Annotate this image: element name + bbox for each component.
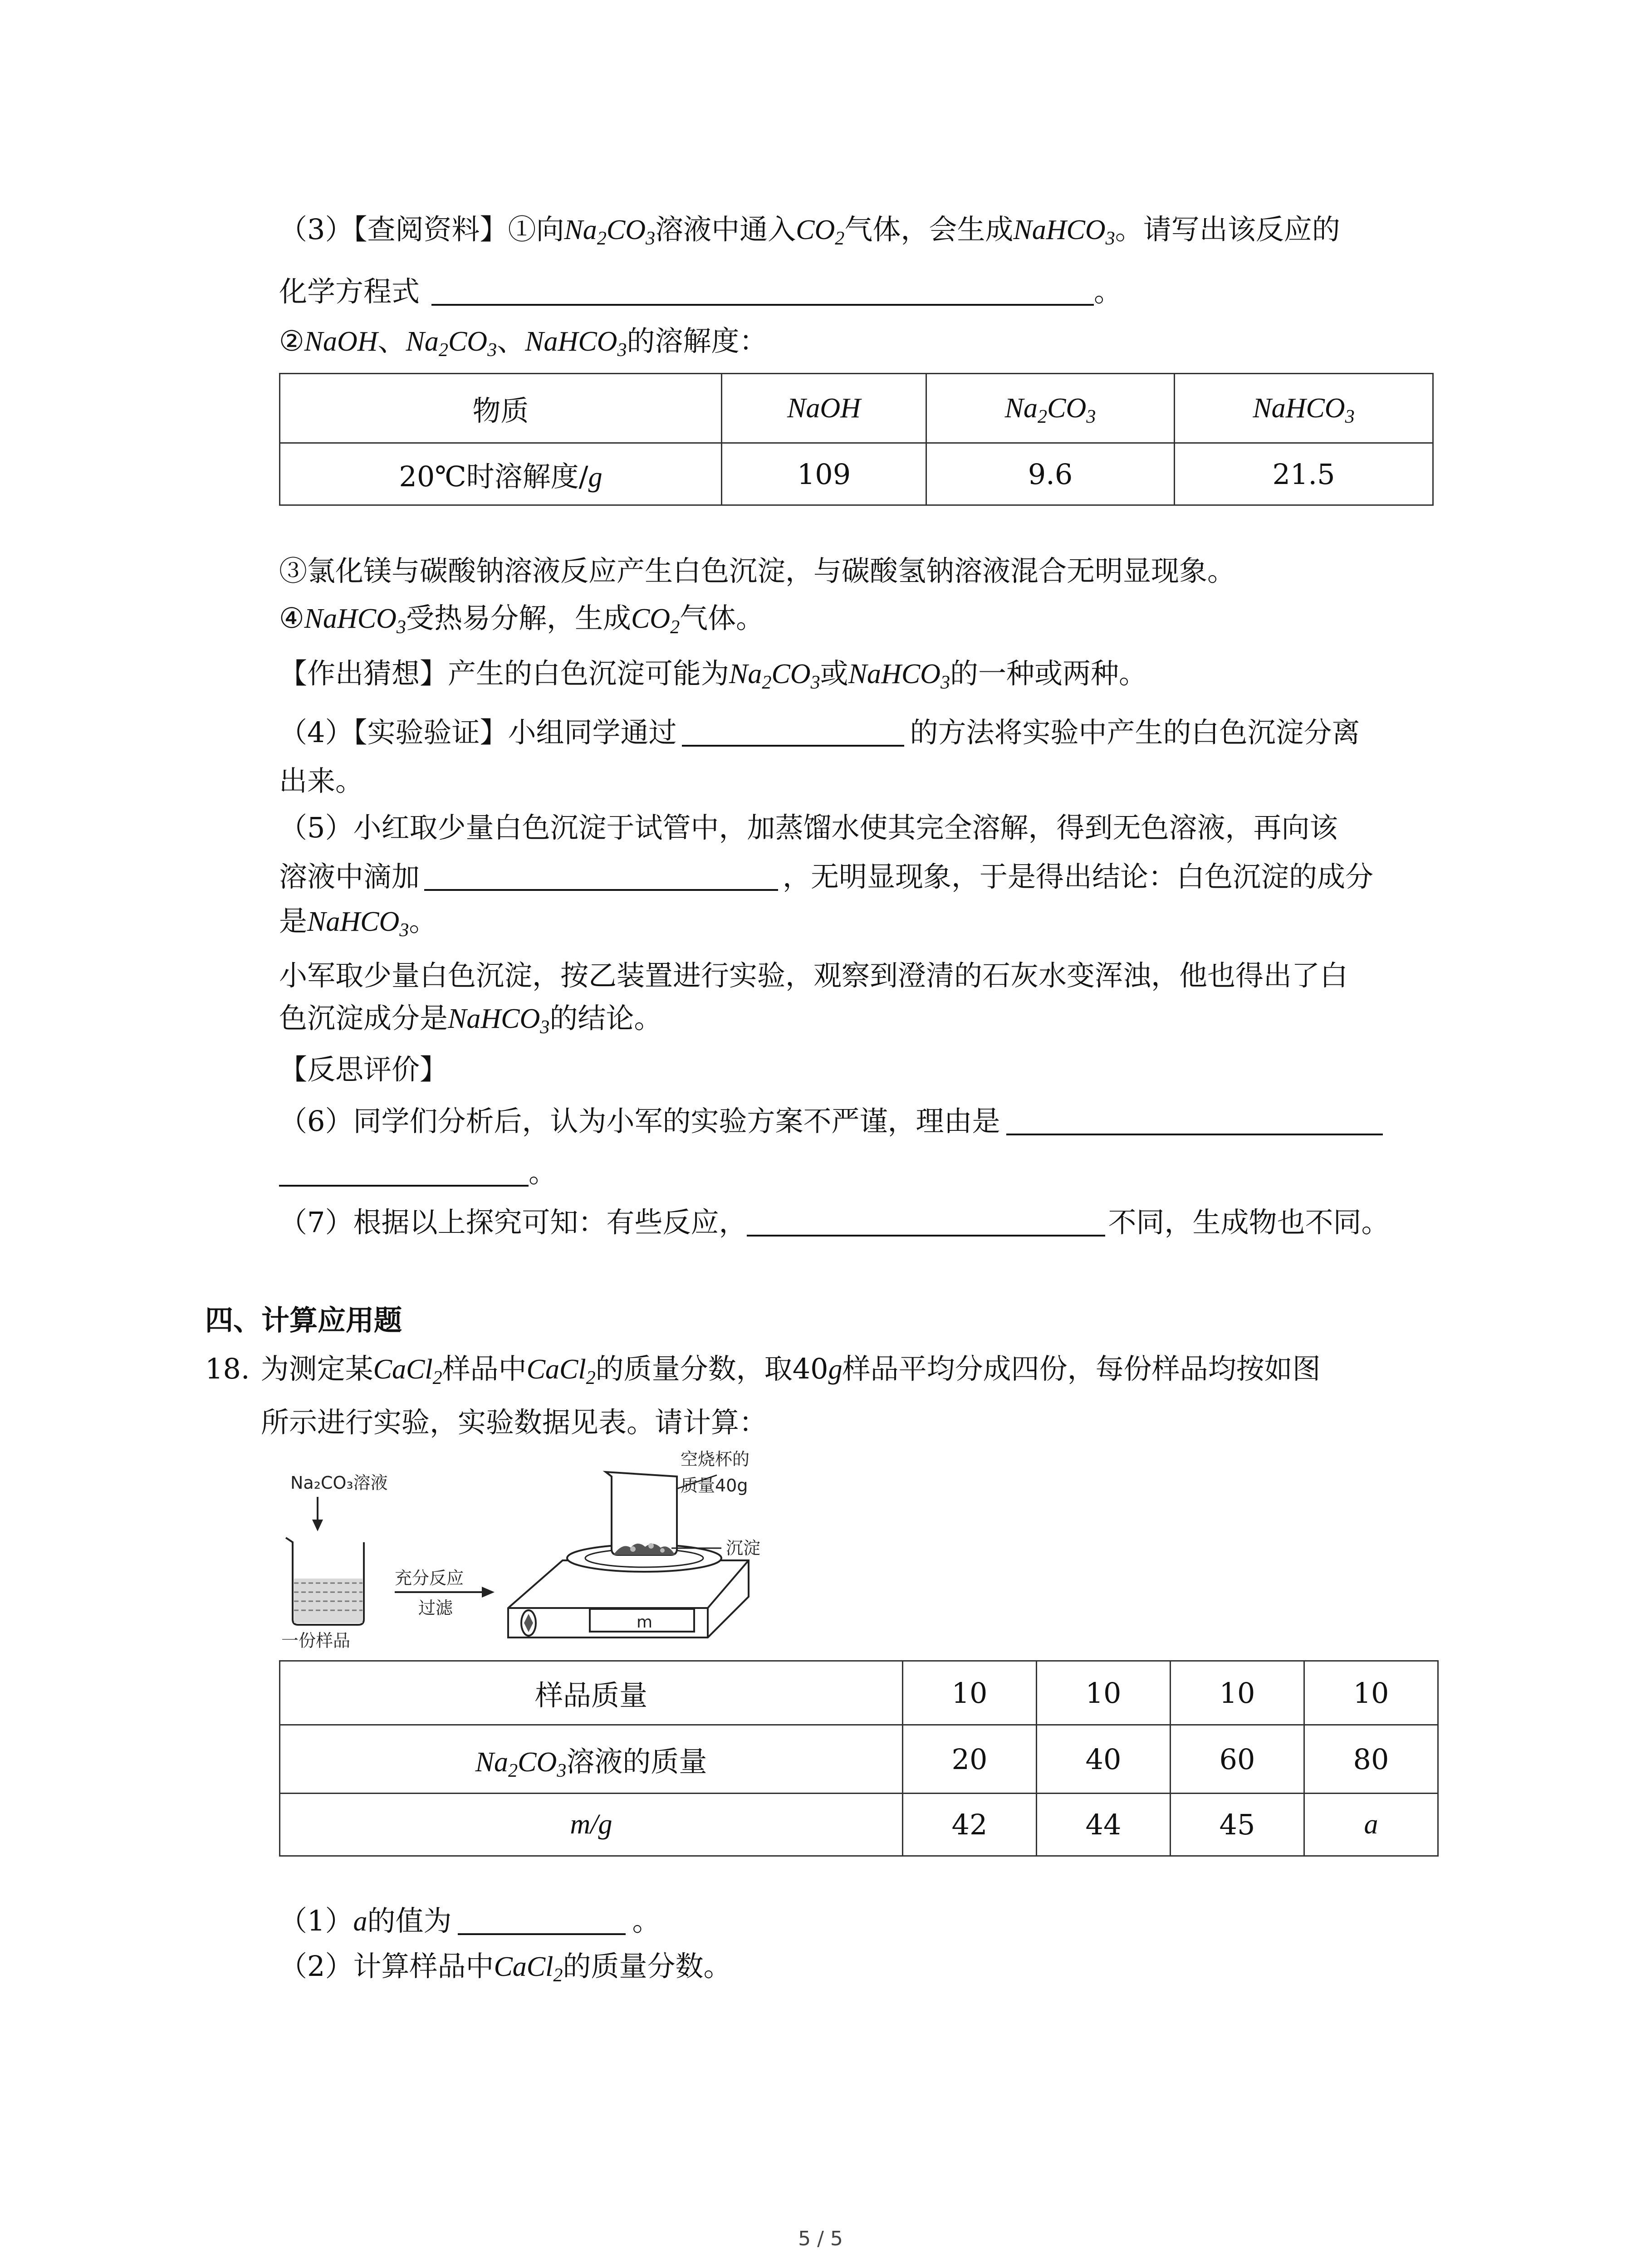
reason-blank-1[interactable] [1006,1105,1383,1135]
solubility-value: 9.6 [926,443,1175,505]
beaker-mass-label-1: 空烧杯的 [681,1449,750,1469]
solubility-header-label: 物质 [280,374,722,443]
balance-display: m [637,1613,653,1632]
xiaojun-line1: 小军取少量白色沉淀，按乙装置进行实验，观察到澄清的石灰水变浑浊，他也得出了白 [279,959,1348,992]
separation-method-blank[interactable] [682,717,904,747]
data-cell: 60 [1171,1725,1304,1794]
precipitate-label: 沉淀 [726,1538,761,1558]
q5-line3: 是NaHCO$_3$。 [279,904,437,941]
balance-reading-row [280,1794,1438,1856]
section-heading: 四、计算应用题 [205,1304,402,1337]
solubility-row-label: 20℃时溶解度/g [280,443,722,505]
question-number: 18. [205,1352,250,1385]
q3-line3: ②NaOH、$Na_2CO_3$、NaHCO$_3$的溶解度： [279,324,768,361]
step-label-filter: 过滤 [418,1598,453,1618]
q6-line2: 。 [279,1154,557,1191]
q7-line: （7）根据以上探究可知：有些反应， 不同，生成物也不同。 [279,1206,1390,1239]
solubility-table [279,373,1434,506]
data-cell: 44 [1037,1794,1171,1856]
data-cell: 10 [903,1661,1037,1725]
reagent-label: Na₂CO₃溶液 [290,1473,388,1493]
experiment-diagram [272,1447,844,1651]
q6-line1: （6）同学们分析后，认为小军的实验方案不严谨，理由是 [279,1103,1383,1139]
data-cell: 45 [1171,1794,1304,1856]
reagent-blank[interactable] [424,861,778,891]
data-cell: 10 [1037,1661,1171,1725]
q18-line2: 所示进行实验，实验数据见表。请计算： [261,1406,768,1439]
page-number: 5 / 5 [798,2227,843,2250]
solubility-header-nahco3: NaHCO$_3$ [1175,374,1433,443]
info4-line: ④NaHCO$_3$受热易分解，生成$CO_2$气体。 [279,601,764,638]
data-cell: 20 [903,1725,1037,1794]
row-label: m/g [280,1794,903,1856]
row-label: 样品质量 [280,1661,903,1725]
subq2-line: （2）计算样品中CaCl$_2$的质量分数。 [279,1950,732,1986]
solubility-header-naoh: NaOH [722,374,926,443]
solubility-value: 21.5 [1175,443,1433,505]
empty-beaker [606,1472,677,1555]
sample-label: 一份样品 [281,1631,351,1651]
data-cell: 42 [903,1794,1037,1856]
q3-line1: （3）【查阅资料】①向$Na_2CO_3$溶液中通入$CO_2$气体，会生成NaHCO$_3$。请写出该反应的 [279,213,1340,249]
condition-blank[interactable] [747,1207,1105,1237]
info3-line: ③氯化镁与碳酸钠溶液反应产生白色沉淀，与碳酸氢钠溶液混合无明显现象。 [279,554,1236,587]
q18-line1: 18. 为测定某CaCl$_2$样品中CaCl$_2$的质量分数，取40g样品平均分成四份，每份样品均按如图 [205,1352,1321,1388]
q4-line2: 出来。 [279,764,364,797]
reflect-heading: 【反思评价】 [279,1053,448,1086]
data-table [279,1660,1439,1857]
data-cell: 10 [1171,1661,1304,1725]
step-label-react: 充分反应 [395,1568,464,1588]
guess-line: 【作出猜想】产生的白色沉淀可能为$Na_2CO_3$或NaHCO$_3$的一种或两种。 [279,657,1147,693]
beaker-mass-label-2: 质量40g [681,1476,748,1496]
sample-mass-row [280,1661,1438,1725]
solution-mass-row [280,1725,1438,1794]
dropper-arrow-head [312,1520,323,1531]
data-cell: 80 [1304,1725,1438,1794]
reason-blank-2[interactable] [279,1157,529,1187]
data-cell: a [1304,1794,1438,1856]
data-cell: 10 [1304,1661,1438,1725]
q3-line2: 化学方程式 。 [279,275,1122,308]
solubility-value-row [280,443,1433,505]
process-arrow-head [482,1587,495,1598]
data-cell: 40 [1037,1725,1171,1794]
q5-line2: 溶液中滴加 ，无明显现象，于是得出结论：白色沉淀的成分 [279,860,1374,893]
a-value-blank[interactable] [458,1905,626,1935]
xiaojun-line2: 色沉淀成分是NaHCO$_3$的结论。 [279,1002,662,1038]
subq1-line: （1）a的值为 。 [279,1904,661,1937]
solubility-value: 109 [722,443,926,505]
q4-line1: （4）【实验验证】小组同学通过 的方法将实验中产生的白色沉淀分离 [279,716,1360,749]
sample-beaker [286,1538,364,1625]
q5-line1: （5）小红取少量白色沉淀于试管中，加蒸馏水使其完全溶解，得到无色溶液，再向该 [279,811,1338,844]
electronic-balance [508,1545,749,1637]
solubility-header-row [280,374,1433,443]
row-label: $Na_2CO_3$溶液的质量 [280,1725,903,1794]
solubility-header-na2co3: $Na_2CO_3$ [926,374,1175,443]
equation-blank[interactable] [431,276,1094,306]
